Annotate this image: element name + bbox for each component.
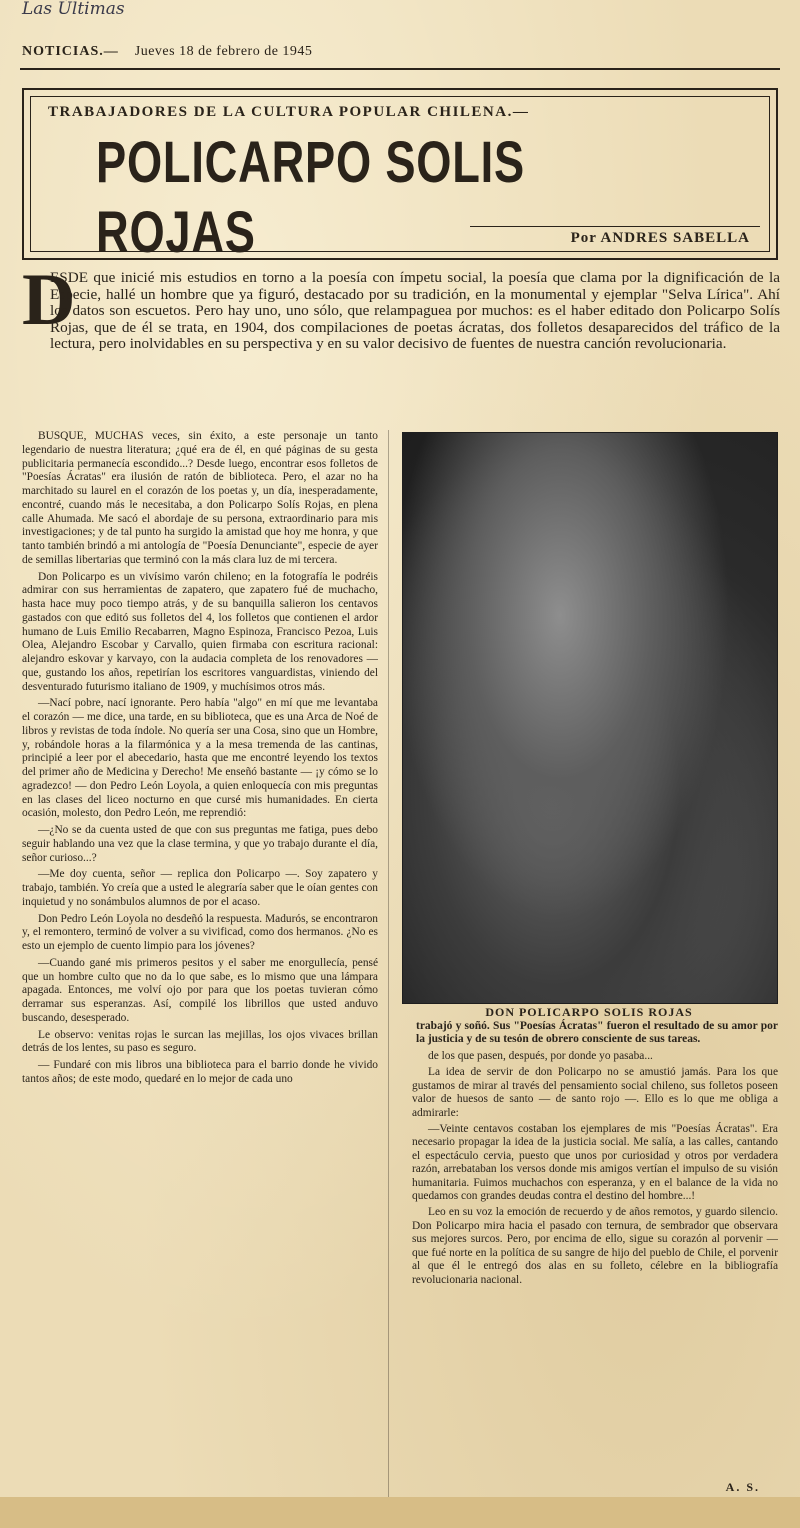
- paragraph: —¿No se da cuenta usted de que con sus preguntas me fatiga, pues debo seguir hablando una vez que la clase termina, y que yo trabajo durante el día, señor curioso...?: [22, 824, 378, 864]
- paragraph: Don Policarpo es un vivísimo varón chileno; en la fotografía le podréis admirar con sus herramientas de zapatero, que zapatero fué de muchacho, hasta hace muy poco tiempo atrás, y de su banquilla salieron los centavos gastados con que editó sus folletos del 4, los folletos que contienen el ardor humano de Luis Emilio Recabarren, Magno Espinoza, Francisco Pezoa, Luis Olea, Alejandro Escobar y Carvallo, quien firmaba con escritura racional: alejandro eskovar y karvayo, con la audacia completa de los renovadores — que, gustando los años, repetirían los escritores vanguardistas, viniendo del desventurado futurismo italiano de 1909, y muchísimos otros más.: [22, 570, 378, 693]
- byline: Por ANDRES SABELLA: [570, 230, 750, 246]
- kicker: TRABAJADORES DE LA CULTURA POPULAR CHILENA.—: [48, 104, 530, 120]
- paragraph: de los que pasen, después, por donde yo pasaba...: [428, 1050, 653, 1062]
- bottom-edge: [0, 1497, 800, 1528]
- paragraph: Le observo: venitas rojas le surcan las mejillas, los ojos vivaces brillan detrás de los lentes, su paso es seguro.: [22, 1028, 378, 1055]
- article-title: POLICARPO SOLIS ROJAS: [96, 130, 525, 265]
- right-column: [412, 1050, 778, 1490]
- paragraph: —Nací pobre, nací ignorante. Pero había "algo" en mí que me levantaba el corazón — me dice, una tarde, en su biblioteca, que es una Arca de Noé de libros y revistas de toda índole. No quería ser una Cosa, sino que un Hombre, y, robándole horas a la filarmónica y a la mesa tremenda de las cantinas, principié a leer por el abecedario, hasta que me encontré leyendo los textos del primer año de Medicina y Derecho! Me enseñó bastante — ¡y cómo se lo agradezco! — don Pedro León Loyola, a quien enloquecía con mis preguntas en las clases del liceo nocturno en que cursé mis humanidades. En cierta ocasión, molesto, don Pedro León, me reprendió:: [22, 697, 378, 820]
- handwritten-note: Las Últimas: [22, 0, 125, 19]
- photo-caption-text: trabajó y soñó. Sus "Poesías Ácratas" fueron el resultado de su amor por la justicia y de su tesón de obrero consciente de sus tareas.: [416, 1020, 778, 1045]
- paragraph: BUSQUE, MUCHAS veces, sin éxito, a este personaje un tanto legendario de nuestra literatura; ¿qué era de él, en qué páginas de su gesta publicitaria permanecía escondido...? Desde luego, encontrar esos folletos de "Poesías Ácratas" era ilusión de ratón de biblioteca. Pero, el azar no ha marchitado su laurel en el corazón de los poetas y, un día, inesperadamente, encontré, cuando más le necesitaba, a don Policarpo Solís Rojas, en plena calle Ahumada. Me sacó el abordaje de su persona, extraordinario para mis investigaciones; y de tal punto ha surgido la amistad que hoy me honra, y que tanto también brindó a mi antología de "Poesía Denunciante", especie de ayer de semillas libertarias que terminó con la más clara luz de mi tercera.: [22, 430, 378, 566]
- portrait-photo: [402, 432, 778, 1004]
- lead-paragraph: ESDE que inicié mis estudios en torno a la poesía con ímpetu social, la poesía que clama por la dignificación de la Especie, hallé un hombre que ya figuró, destacado por su tradición, en la monumental y ejemplar "Selva Lírica". Ahí los datos son escuetos. Pero hay uno, uno sólo, que relampaguea por muchos: es el haber editado don Policarpo Solís Rojas, que de él se trata, en 1904, dos compilaciones de poetas ácratas, dos folletos desaparecidos del tráfico de la lectura, pero inolvidables en su perspectiva y en su valor decisivo de fuentes de nuestra canción revolucionaria.: [50, 269, 780, 353]
- left-column: [22, 430, 378, 1505]
- paragraph: Don Pedro León Loyola no desdeñó la respuesta. Madurós, se encontraron y, el remontero, terminó de volver a su vivificad, como dos hermanos. ¿No es esto un ejemplo de cuento limpio para los jóvenes?: [22, 912, 378, 952]
- column-divider: [388, 430, 389, 1510]
- byline-rule: [470, 226, 760, 227]
- paragraph: La idea de servir de don Policarpo no se amustió jamás. Para los que gustamos de mirar al través del pensamiento social chileno, sus folletos poseen valor de huesos de santo — de santo rojo —. Ello es lo que me obliga a admirarle:: [412, 1066, 778, 1119]
- drop-cap: D: [22, 259, 76, 341]
- paragraph: Leo en su voz la emoción de recuerdo y de años remotos, y guardo silencio. Don Policarpo mira hacia el pasado con ternura, de sembrador que observara sus mejores surcos. Pero, por encima de ello, sigue su corazón al porvenir — que fué norte en la política de su sangre de hijo del pueblo de Chile, el porvenir al que él le entregó dos alas en su folleto, célebre en la bibliografía revolucionaria nacional.: [412, 1206, 778, 1286]
- signature: A. S.: [725, 1480, 760, 1494]
- publication-name: NOTICIAS.—: [22, 44, 119, 59]
- publication-date: Jueves 18 de febrero de 1945: [134, 44, 313, 59]
- paragraph: — Fundaré con mis libros una biblioteca para el barrio donde he vivido tantos años; de este modo, quedaré en lo mejor de cada uno: [22, 1059, 378, 1085]
- paragraph: —Me doy cuenta, señor — replica don Policarpo —. Soy zapatero y trabajo, también. Yo creía que a usted le alegraría saber que le oían gentes con inquietud y no sonámbulos alumnos de por el acaso.: [22, 868, 378, 908]
- paragraph: —Cuando gané mis primeros pesitos y el saber me enorgullecía, pensé que un hombre culto que no da lo que sabe, es lo mismo que una lámpara apagada. Entonces, me volví ojo por para que los poetas tuvieran cómo derramar sus esperanzas. Así, compilé los librillos que usted anduvo buscando, desesperado.: [22, 956, 378, 1024]
- top-rule: [20, 68, 780, 70]
- dateline: [22, 44, 722, 60]
- photo-caption-name: DON POLICARPO SOLIS ROJAS: [485, 1005, 693, 1019]
- paragraph: —Veinte centavos costaban los ejemplares de mis "Poesías Ácratas". Era necesario propagar la idea de la justicia social. Me salía, a las calles, cantando el espectáculo cervia, puesto que unos por curiosidad y otros por verdadera razón, arrebataban los versos donde mis amigos vertían el impulso de su visión humanitaria. Fuimos muchachos con esperanza, y en el balance de la vida no quedamos con grandes deudas contra el destino del hombre...!: [412, 1123, 778, 1203]
